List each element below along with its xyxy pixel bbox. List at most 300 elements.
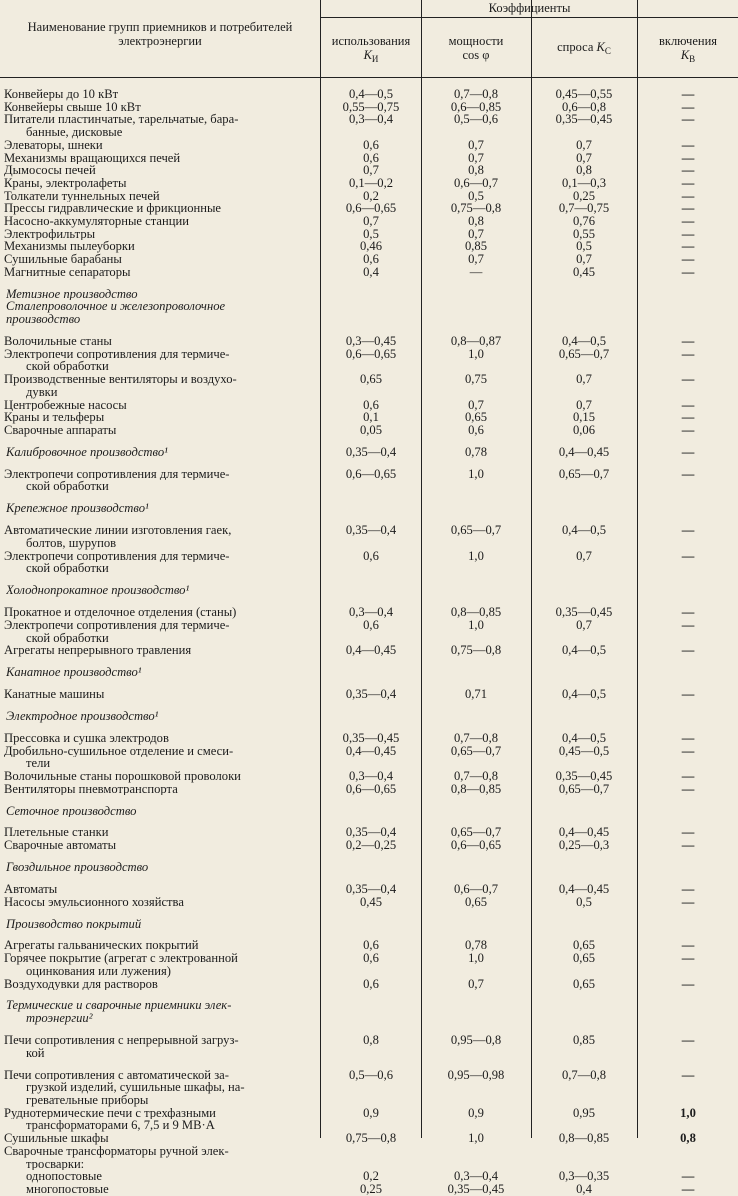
row-name: ской обработки: [26, 631, 109, 645]
power-factor-value: 0,8—0,85: [450, 781, 502, 796]
power-factor-value: 0,65—0,7: [450, 825, 502, 840]
usage-value: 0,35—0,4: [345, 881, 397, 896]
row-name: Электропечи сопротивления для термиче-: [4, 467, 230, 481]
row-name: Электропечи сопротивления для термиче-: [4, 618, 230, 632]
row-name: Термические и сварочные приемники элек-: [6, 999, 232, 1013]
switch-value: —: [681, 252, 695, 267]
row-name: Автоматы: [4, 882, 58, 896]
table-row: [0, 446, 738, 459]
demand-value: 0,65: [572, 976, 596, 991]
usage-value: 0,1: [363, 410, 379, 425]
row-name: кой: [26, 1046, 45, 1060]
usage-value: 0,75—0,8: [345, 1131, 397, 1146]
table-row: [0, 666, 738, 679]
table-row: [0, 288, 738, 301]
table-row: [0, 805, 738, 818]
demand-value: 0,4—0,5: [561, 334, 607, 348]
usage-value: 0,3—0,4: [348, 768, 394, 783]
row-name: Волочильные станы порошковой проволоки: [4, 769, 241, 783]
table-row: [0, 644, 738, 657]
table-row: [0, 999, 738, 1012]
power-factor-value: 1,0: [468, 1131, 484, 1146]
row-name: Прессы гидравлические и фрикционные: [4, 202, 222, 215]
demand-symbol-sub: С: [604, 46, 611, 56]
usage-value: 0,6: [363, 938, 379, 953]
usage-value: 0,4—0,5: [348, 87, 394, 101]
table-row: [0, 1132, 738, 1145]
row-name: гревательные приборы: [26, 1094, 149, 1107]
demand-value: 0,35—0,45: [555, 112, 613, 127]
usage-value: 0,5—0,6: [348, 1067, 394, 1082]
power-factor-value: 0,6: [468, 422, 484, 437]
usage-header-label: использования: [331, 34, 411, 48]
row-name: Сушильные шкафы: [4, 1132, 109, 1145]
power-factor-value: 0,7: [468, 137, 484, 152]
row-name: Электрофильтры: [4, 227, 96, 241]
row-name: Сушильные барабаны: [4, 253, 122, 266]
row-name: Толкатели туннельных печей: [4, 189, 160, 203]
row-name: Механизмы пылеуборки: [4, 240, 135, 254]
table-row: [0, 1034, 738, 1047]
row-name: банные, дисковые: [26, 126, 123, 139]
row-name: Дробильно-сушильное отделение и смеси-: [4, 744, 234, 758]
demand-value: 0,55: [572, 226, 596, 241]
row-name: Питатели пластинчатые, тарельчатые, бара-: [4, 113, 239, 127]
row-name: Производственные вентиляторы и воздухо-: [4, 373, 237, 386]
power-factor-value: 0,7—0,8: [453, 768, 499, 783]
demand-value: 0,4—0,45: [558, 825, 610, 840]
demand-value: 0,6—0,8: [561, 99, 607, 114]
row-name: Краны, электролафеты: [4, 176, 127, 190]
usage-value: 0,35—0,4: [345, 687, 397, 701]
row-name: Воздуходувки для растворов: [4, 977, 158, 991]
power-factor-value: 0,7: [468, 252, 484, 267]
switch-value: —: [681, 617, 695, 632]
table-row: [0, 770, 738, 783]
table-row: [0, 88, 738, 101]
power-factor-value: 0,7—0,8: [453, 730, 499, 745]
demand-value: 0,4: [576, 1181, 592, 1196]
table-row: [0, 386, 738, 399]
table-row: [0, 502, 738, 515]
switch-value: —: [681, 466, 695, 481]
usage-value: 0,4: [363, 264, 379, 279]
switch-value: —: [681, 99, 695, 114]
switch-value: —: [681, 976, 695, 991]
power-factor-value: 0,65: [464, 410, 488, 425]
usage-value: 0,6: [363, 137, 379, 152]
switch-value: —: [681, 743, 695, 758]
usage-value: 0,55—0,75: [342, 99, 400, 114]
power-factor-value: 0,78: [464, 938, 488, 953]
usage-value: 0,46: [359, 239, 383, 254]
table-row: [0, 411, 738, 424]
row-name: Элеваторы, шнеки: [4, 138, 103, 152]
row-name: Сварочные аппараты: [4, 423, 117, 437]
power-factor-value: 0,75: [464, 372, 488, 387]
switch-value: —: [681, 201, 695, 216]
usage-value: 0,2—0,25: [345, 838, 397, 853]
demand-value: 0,65: [572, 951, 596, 966]
table-row: [0, 710, 738, 723]
switch-value: —: [681, 687, 695, 701]
table-row: [0, 177, 738, 190]
table-row: [0, 619, 738, 632]
power-factor-value: —: [469, 264, 483, 279]
usage-value: 0,7: [363, 214, 379, 228]
coefficients-header: Коэффициенты: [488, 1, 571, 15]
demand-value: 0,15: [572, 410, 596, 425]
row-name: Прессовка и сушка электродов: [4, 731, 169, 745]
row-name: Механизмы вращающихся печей: [4, 151, 181, 165]
switch-value: —: [681, 137, 695, 152]
usage-value: 0,35—0,4: [345, 444, 397, 459]
power-factor-value: 0,35—0,45: [447, 1181, 505, 1196]
table-row: [0, 861, 738, 874]
power-header: [422, 34, 530, 62]
row-name: Волочильные станы: [4, 335, 112, 348]
table-row: [0, 524, 738, 537]
switch-value: —: [681, 938, 695, 953]
usage-value: 0,35—0,45: [342, 730, 400, 745]
row-name: Гвоздильное производство: [6, 861, 149, 874]
row-name: болтов, шурупов: [26, 536, 117, 550]
switch-value: —: [681, 523, 695, 538]
power-factor-value: 0,78: [464, 444, 488, 459]
demand-header-label: спроса: [557, 40, 594, 54]
switch-header-symbol: [638, 48, 738, 66]
power-factor-value: 0,85: [464, 239, 488, 254]
row-name: Плетельные станки: [4, 826, 109, 840]
demand-value: 0,45—0,5: [558, 743, 610, 758]
row-name: Сварочные трансформаторы ручной элек-: [4, 1144, 229, 1158]
usage-value: 0,1—0,2: [348, 175, 394, 190]
power-factor-value: 0,71: [464, 687, 488, 701]
usage-value: 0,25: [359, 1181, 383, 1196]
usage-value: 0,7: [363, 163, 379, 178]
switch-value: —: [681, 781, 695, 796]
demand-value: 0,4—0,45: [558, 444, 610, 459]
switch-value: —: [681, 410, 695, 425]
row-name: Электропечи сопротивления для термиче-: [4, 347, 230, 361]
demand-value: 0,1—0,3: [561, 175, 607, 190]
switch-value: —: [681, 264, 695, 279]
demand-value: 0,65—0,7: [558, 346, 610, 361]
usage-value: 0,6: [363, 397, 379, 412]
row-name: Сталепроволочное и железопроволочное: [6, 300, 226, 314]
switch-value: —: [681, 1169, 695, 1184]
row-name: ской обработки: [26, 360, 109, 374]
usage-value: 0,6: [363, 150, 379, 165]
demand-value: 0,7: [576, 617, 592, 632]
table-row: [0, 468, 738, 481]
switch-value: —: [681, 838, 695, 853]
row-name: тросварки:: [26, 1157, 85, 1171]
usage-value: 0,45: [359, 894, 383, 909]
demand-value: 0,7: [576, 252, 592, 267]
power-factor-value: 0,8—0,85: [450, 605, 502, 620]
demand-value: 0,45—0,55: [555, 87, 613, 101]
table-row: [0, 313, 738, 326]
row-name: Метизное производство: [6, 287, 138, 301]
usage-value: 0,6: [363, 951, 379, 966]
usage-value: 0,6: [363, 548, 379, 563]
power-factor-value: 1,0: [468, 548, 484, 563]
row-name: Центробежные насосы: [4, 398, 127, 412]
row-name: Конвейеры свыше 10 кВт: [4, 100, 141, 114]
usage-value: 0,35—0,4: [345, 523, 397, 538]
usage-value: 0,6—0,65: [345, 781, 397, 796]
row-name: Насосы эмульсионного хозяйства: [4, 895, 184, 909]
power-factor-value: 0,8: [468, 214, 484, 228]
table-row: [0, 896, 738, 909]
demand-value: 0,65: [572, 938, 596, 953]
switch-value: —: [681, 768, 695, 783]
row-name: ской обработки: [26, 480, 109, 494]
table-row: [0, 164, 738, 177]
demand-value: 0,85: [572, 1033, 596, 1047]
demand-value: 0,7: [576, 548, 592, 563]
switch-value: —: [681, 334, 695, 348]
row-name: троэнергии²: [26, 1012, 93, 1025]
row-name: Печи сопротивления с автоматической за-: [4, 1068, 229, 1082]
row-name: Горячее покрытие (агрегат с электрованной: [4, 952, 238, 965]
table-row: [0, 266, 738, 279]
power-factor-value: 0,5: [468, 188, 484, 203]
row-name: Электропечи сопротивления для термиче-: [4, 549, 230, 563]
usage-value: 0,2: [363, 188, 379, 203]
switch-value: —: [681, 422, 695, 437]
usage-value: 0,6: [363, 252, 379, 267]
table-row: [0, 139, 738, 152]
switch-value: —: [681, 397, 695, 412]
table-row: [0, 253, 738, 266]
usage-symbol-sub: И: [371, 54, 379, 64]
demand-value: 0,7—0,8: [561, 1067, 607, 1082]
table-row: [0, 373, 738, 386]
switch-value: 1,0: [680, 1105, 696, 1120]
power-factor-value: 0,75—0,8: [450, 643, 502, 658]
usage-value: 0,6: [363, 976, 379, 991]
header-bottom-rule: [0, 77, 738, 78]
demand-value: 0,35—0,45: [555, 605, 613, 620]
power-factor-value: 0,7: [468, 397, 484, 412]
power-header-symbol: cos φ: [462, 48, 490, 62]
row-name: грузкой изделий, сушильные шкафы, на-: [26, 1081, 245, 1094]
switch-value: —: [681, 1033, 695, 1047]
row-name: Сварочные автоматы: [4, 839, 117, 852]
switch-value: —: [681, 150, 695, 165]
table-row: [0, 745, 738, 758]
demand-value: 0,5: [576, 239, 592, 254]
table-row: [0, 839, 738, 852]
switch-header: [638, 34, 738, 66]
usage-header: [322, 34, 420, 66]
usage-value: 0,5: [363, 226, 379, 241]
table-row: [0, 732, 738, 745]
usage-value: 0,6—0,65: [345, 346, 397, 361]
power-factor-value: 0,65: [464, 894, 488, 909]
demand-value: 0,7: [576, 372, 592, 387]
row-name: Канатные машины: [4, 688, 105, 701]
power-factor-value: 0,65—0,7: [450, 743, 502, 758]
table-row: [0, 113, 738, 126]
demand-value: 0,4—0,5: [561, 523, 607, 538]
table-row: [0, 480, 738, 493]
power-factor-value: 0,95—0,8: [450, 1033, 502, 1047]
table-row: [0, 424, 738, 437]
row-name: ской обработки: [26, 562, 109, 575]
demand-value: 0,7: [576, 137, 592, 152]
switch-value: —: [681, 175, 695, 190]
row-name: Сеточное производство: [6, 804, 137, 818]
power-factor-value: 0,6—0,65: [450, 838, 502, 853]
row-name: Насосно-аккумуляторные станции: [4, 215, 189, 228]
table-row: [0, 918, 738, 931]
switch-value: —: [681, 825, 695, 840]
row-name: Холоднопрокатное производство¹: [6, 584, 190, 597]
row-name: Прокатное и отделочное отделения (станы): [4, 606, 237, 619]
row-name: однопостовые: [26, 1170, 102, 1183]
demand-value: 0,7—0,75: [558, 201, 610, 216]
row-name: трансформаторами 6, 7,5 и 9 МВ·А: [26, 1119, 215, 1133]
usage-value: 0,6—0,65: [345, 466, 397, 481]
usage-value: 0,4—0,45: [345, 743, 397, 758]
usage-value: 0,6: [363, 617, 379, 632]
usage-value: 0,2: [363, 1169, 379, 1184]
demand-value: 0,7: [576, 397, 592, 412]
table-row: [0, 584, 738, 597]
row-name: Печи сопротивления с непрерывной загруз-: [4, 1034, 239, 1047]
power-factor-value: 0,6—0,7: [453, 881, 499, 896]
power-factor-value: 0,9: [468, 1105, 484, 1120]
table-row: [0, 1107, 738, 1120]
table-row: [0, 300, 738, 313]
row-name: Агрегаты гальванических покрытий: [4, 939, 199, 953]
switch-value: —: [681, 894, 695, 909]
table-row: [0, 562, 738, 575]
switch-value: —: [681, 239, 695, 254]
row-name: Автоматические линии изготовления гаек,: [4, 524, 232, 537]
demand-value: 0,06: [572, 422, 596, 437]
table-row: [0, 1069, 738, 1082]
power-factor-value: 0,8—0,87: [450, 334, 502, 348]
table-row: [0, 978, 738, 991]
table-row: [0, 783, 738, 796]
switch-value: —: [681, 346, 695, 361]
table-row: [0, 1183, 738, 1196]
table-row: [0, 1094, 738, 1107]
table-row: [0, 757, 738, 770]
row-name: Производство покрытий: [6, 917, 142, 931]
power-factor-value: 0,95—0,98: [447, 1067, 505, 1082]
demand-value: 0,4—0,5: [561, 687, 607, 701]
table-row: [0, 883, 738, 896]
power-factor-value: 0,65—0,7: [450, 523, 502, 538]
usage-value: 0,6—0,65: [345, 201, 397, 216]
row-name: Руднотермические печи с трехфазными: [4, 1106, 216, 1120]
usage-value: 0,3—0,4: [348, 605, 394, 620]
demand-symbol: К: [596, 40, 605, 54]
switch-symbol: К: [680, 48, 690, 62]
power-factor-value: 0,6—0,7: [453, 175, 499, 190]
switch-value: —: [681, 214, 695, 228]
power-factor-value: 0,7—0,8: [453, 87, 499, 101]
usage-symbol: К: [363, 48, 372, 62]
usage-value: 0,9: [363, 1105, 379, 1120]
demand-value: 0,45: [572, 264, 596, 279]
switch-value: —: [681, 730, 695, 745]
demand-value: 0,8—0,85: [558, 1131, 610, 1146]
switch-value: —: [681, 605, 695, 620]
power-factor-value: 0,6—0,85: [450, 99, 502, 114]
demand-value: 0,65—0,7: [558, 781, 610, 796]
table-row: [0, 1145, 738, 1158]
demand-header: [532, 40, 636, 58]
power-factor-value: 0,5—0,6: [453, 112, 499, 127]
power-factor-value: 0,7: [468, 976, 484, 991]
table-row: [0, 537, 738, 550]
row-name: оцинкования или лужения): [26, 964, 171, 978]
power-header-label: мощности: [448, 34, 504, 48]
demand-value: 0,3—0,35: [558, 1169, 610, 1184]
usage-value: 0,4—0,45: [345, 643, 397, 658]
row-name: тели: [26, 757, 51, 770]
demand-value: 0,65—0,7: [558, 466, 610, 481]
power-factor-value: 1,0: [468, 346, 484, 361]
row-name: Калибровочное производство¹: [6, 445, 168, 459]
demand-value: 0,8: [576, 163, 592, 178]
usage-value: 0,05: [359, 422, 383, 437]
table-row: [0, 965, 738, 978]
row-name: Канатное производство¹: [6, 666, 142, 679]
power-factor-value: 1,0: [468, 466, 484, 481]
table-row: [0, 1047, 738, 1060]
switch-value: —: [681, 951, 695, 966]
table-row: [0, 215, 738, 228]
row-name: дувки: [26, 385, 58, 399]
switch-value: —: [681, 188, 695, 203]
usage-value: 0,65: [359, 372, 383, 387]
power-factor-value: 1,0: [468, 951, 484, 966]
table-row: [0, 1081, 738, 1094]
usage-value: 0,35—0,4: [345, 825, 397, 840]
row-name: Дымососы печей: [4, 164, 96, 177]
power-factor-value: 0,7: [468, 150, 484, 165]
table-row: [0, 606, 738, 619]
table-row: [0, 348, 738, 361]
row-name: производство: [6, 313, 81, 326]
row-name: Конвейеры до 10 кВт: [4, 88, 119, 101]
switch-value: —: [681, 226, 695, 241]
usage-value: 0,3—0,45: [345, 334, 397, 348]
table-row: [0, 1158, 738, 1171]
demand-value: 0,76: [572, 214, 596, 228]
usage-value: 0,3—0,4: [348, 112, 394, 127]
usage-value: 0,8: [363, 1033, 379, 1047]
usage-header-symbol: [322, 48, 420, 66]
power-factor-value: 0,7: [468, 226, 484, 241]
header-divider: [321, 17, 738, 18]
switch-value: —: [681, 163, 695, 178]
table-row: [0, 1170, 738, 1183]
switch-value: 0,8: [680, 1131, 696, 1146]
row-name: Вентиляторы пневмотранспорта: [4, 782, 178, 796]
switch-value: —: [681, 372, 695, 387]
demand-value: 0,4—0,5: [561, 730, 607, 745]
switch-value: —: [681, 87, 695, 101]
demand-value: 0,7: [576, 150, 592, 165]
